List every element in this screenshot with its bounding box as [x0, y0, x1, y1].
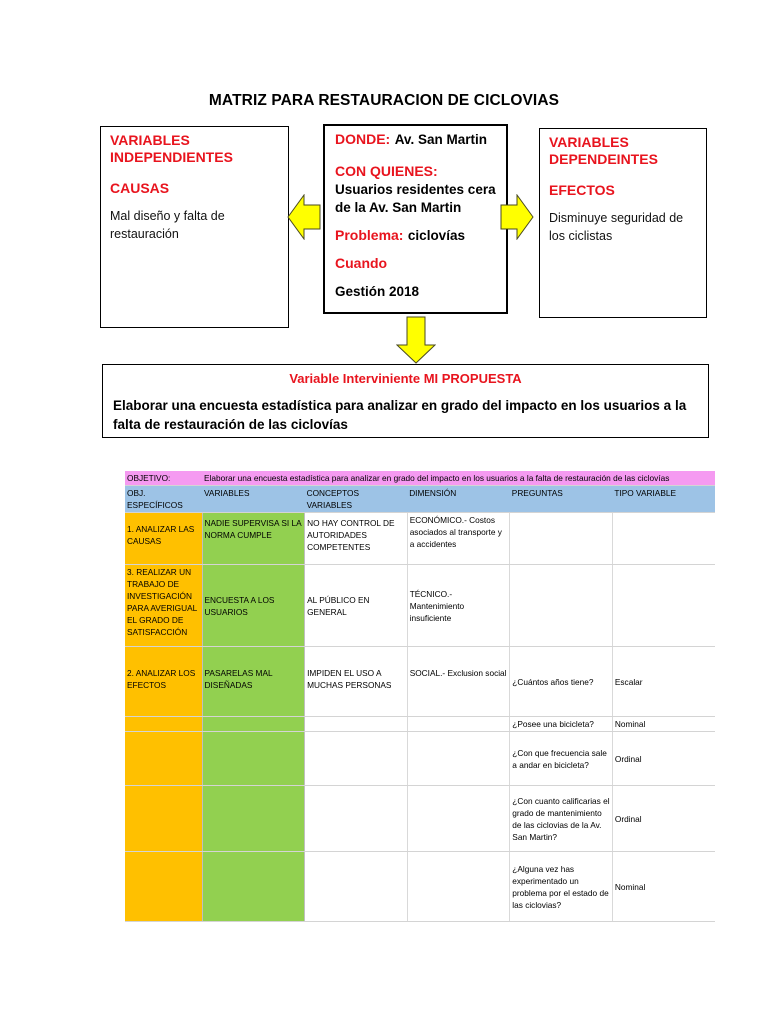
table-cell	[407, 786, 510, 852]
table-cell	[407, 732, 510, 786]
table-cell: ¿Con que frecuencia sale a andar en bicicleta?	[510, 732, 613, 786]
table-cell: ECONÓMICO.- Costos asociados al transporte y a accidentes	[407, 513, 510, 565]
table-cell: ¿Con cuanto calificarias el grado de mantenimiento de las ciclovias de la Av. San Martin?	[510, 786, 613, 852]
header-cell: CONCEPTOS VARIABLES	[305, 486, 408, 513]
effects-heading: EFECTOS	[549, 182, 615, 198]
header-cell: TIPO VARIABLE	[612, 486, 715, 513]
gestion-text: Gestión 2018	[335, 284, 420, 299]
causes-text: Mal diseño y falta de restauración	[110, 209, 225, 241]
table-row	[125, 852, 715, 922]
down-arrow-icon	[396, 316, 436, 364]
table-cell: IMPIDEN EL USO A MUCHAS PERSONAS	[305, 647, 408, 717]
causes-heading: CAUSAS	[110, 180, 170, 196]
proposal-text: Elaborar una encuesta estadística para analizar en grado del impacto en los usuarios a la falta de restauración de las ciclovías	[113, 398, 687, 432]
table-cell	[305, 732, 408, 786]
table-cell: ENCUESTA A LOS USUARIOS	[202, 565, 305, 647]
table-cell	[202, 732, 305, 786]
table-cell: Nominal	[612, 717, 715, 732]
header-cell: VARIABLES	[202, 486, 305, 513]
table-row	[125, 786, 715, 852]
table-cell: NADIE SUPERVISA SI LA NORMA CUMPLE	[202, 513, 305, 565]
table-cell: ¿Posee una bicicleta?	[510, 717, 613, 732]
objective-row	[125, 471, 715, 486]
table-cell	[407, 852, 510, 922]
independent-variables-box	[100, 126, 289, 328]
table-cell: ¿Alguna vez has experimentado un problema por el estado de las ciclovias?	[510, 852, 613, 922]
table-cell	[510, 565, 613, 647]
table-cell: Ordinal	[612, 786, 715, 852]
table-cell: Escalar	[612, 647, 715, 717]
table-cell	[305, 852, 408, 922]
header-cell: OBJ. ESPECÍFICOS	[125, 486, 202, 513]
table-cell	[202, 786, 305, 852]
table-cell	[202, 717, 305, 732]
table-cell: PASARELAS MAL DISEÑADAS	[202, 647, 305, 717]
problema-value: ciclovías	[407, 228, 465, 243]
table-cell: 2. ANALIZAR LOS EFECTOS	[125, 647, 202, 717]
matrix-table	[125, 471, 715, 922]
context-box	[323, 124, 508, 314]
objective-label: OBJETIVO:	[125, 471, 202, 486]
table-cell: NO HAY CONTROL DE AUTORIDADES COMPETENTES	[305, 513, 408, 565]
dependent-variables-heading: VARIABLES DEPENDEINTES	[549, 134, 658, 167]
table-cell: Nominal	[612, 852, 715, 922]
table-cell: SOCIAL.- Exclusion social	[407, 647, 510, 717]
table-row	[125, 647, 715, 717]
table-cell	[510, 513, 613, 565]
table-cell	[612, 565, 715, 647]
table-cell	[202, 852, 305, 922]
independent-variables-heading: VARIABLES INDEPENDIENTES	[110, 132, 233, 165]
donde-value: Av. San Martin	[394, 132, 487, 147]
table-cell: Ordinal	[612, 732, 715, 786]
table-cell	[305, 717, 408, 732]
table-cell	[125, 786, 202, 852]
table-row	[125, 717, 715, 732]
problema-label: Problema:	[335, 227, 404, 243]
right-arrow-icon	[500, 194, 534, 240]
proposal-title: Variable Interviniente MI PROPUESTA	[289, 371, 522, 386]
cuando-label: Cuando	[335, 255, 388, 271]
table-cell	[125, 717, 202, 732]
table-cell: 3. REALIZAR UN TRABAJO DE INVESTIGACIÓN PARA AVERIGUAL EL GRADO DE SATISFACCIÓN	[125, 565, 202, 647]
table-cell: ¿Cuántos años tiene?	[510, 647, 613, 717]
con-quienes-label: CON QUIENES:	[335, 163, 438, 179]
table-cell: 1. ANALIZAR LAS CAUSAS	[125, 513, 202, 565]
donde-label: DONDE:	[335, 131, 391, 147]
header-row	[125, 486, 715, 513]
proposal-box	[102, 364, 709, 438]
table-cell	[612, 513, 715, 565]
table-row	[125, 732, 715, 786]
table-cell	[125, 732, 202, 786]
dependent-variables-box	[539, 128, 707, 318]
table-row	[125, 565, 715, 647]
page-title: MATRIZ PARA RESTAURACION DE CICLOVIAS	[208, 92, 560, 109]
table-row	[125, 513, 715, 565]
con-quienes-value: Usuarios residentes cera de la Av. San Martin	[335, 182, 496, 215]
table-cell: AL PÚBLICO EN GENERAL	[305, 565, 408, 647]
header-cell: DIMENSIÓN	[407, 486, 510, 513]
table-cell	[407, 717, 510, 732]
table-cell: TÉCNICO.- Mantenimiento insuficiente	[407, 565, 510, 647]
header-cell: PREGUNTAS	[510, 486, 613, 513]
effects-text: Disminuye seguridad de los ciclistas	[549, 211, 684, 243]
table-cell	[305, 786, 408, 852]
left-arrow-icon	[287, 194, 321, 240]
table-cell	[125, 852, 202, 922]
objective-text: Elaborar una encuesta estadística para analizar en grado del impacto en los usuarios a la falta de restauración de las ciclovías	[202, 471, 715, 486]
